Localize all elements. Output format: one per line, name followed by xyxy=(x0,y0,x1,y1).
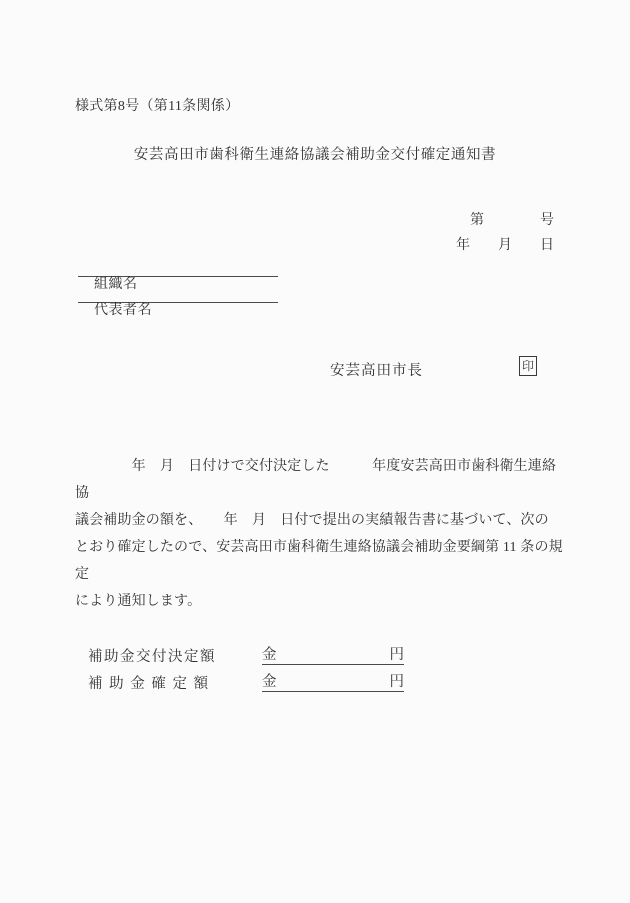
currency-suffix: 円 xyxy=(389,647,404,663)
currency-prefix: 金 xyxy=(262,647,277,663)
body-line-4: により通知します。 xyxy=(75,594,202,609)
seal-placeholder-icon: 印 xyxy=(519,356,537,376)
document-date-blank: 年 月 日 xyxy=(456,238,554,253)
document-title: 安芸高田市歯科衛生連絡協議会補助金交付確定通知書 xyxy=(133,147,497,163)
grant-confirmed-amount-row xyxy=(88,672,404,693)
document-number-blank: 第 号 xyxy=(470,213,554,228)
form-number: 様式第8号（第11条関係） xyxy=(75,99,240,114)
body-line-2: 議会補助金の額を、 年 月 日付で提出の実績報告書に基づいて、次の xyxy=(75,513,549,528)
organization-name-field xyxy=(78,257,278,292)
currency-suffix: 円 xyxy=(389,674,404,690)
representative-name-field xyxy=(78,283,278,318)
grant-confirmed-amount-blank xyxy=(262,672,404,692)
grant-decision-amount-blank xyxy=(262,645,404,665)
currency-prefix: 金 xyxy=(262,674,277,690)
grant-decision-amount-label: 補助金交付決定額 xyxy=(88,649,216,665)
mayor-signature-line: 安芸高田市長 xyxy=(330,363,423,379)
body-line-1: 年 月 日付けで交付決定した 年度安芸高田市歯科衛生連絡協 xyxy=(75,459,557,501)
grant-confirmed-amount-label: 補 助 金 確 定 額 xyxy=(88,676,210,692)
body-paragraph xyxy=(75,453,567,615)
organization-name-label: 組織名 xyxy=(94,277,138,292)
grant-decision-amount-row xyxy=(88,645,404,666)
body-line-3: とおり確定したので、安芸高田市歯科衛生連絡協議会補助金要綱第 11 条の規定 xyxy=(75,540,563,582)
representative-name-label: 代表者名 xyxy=(94,303,152,318)
